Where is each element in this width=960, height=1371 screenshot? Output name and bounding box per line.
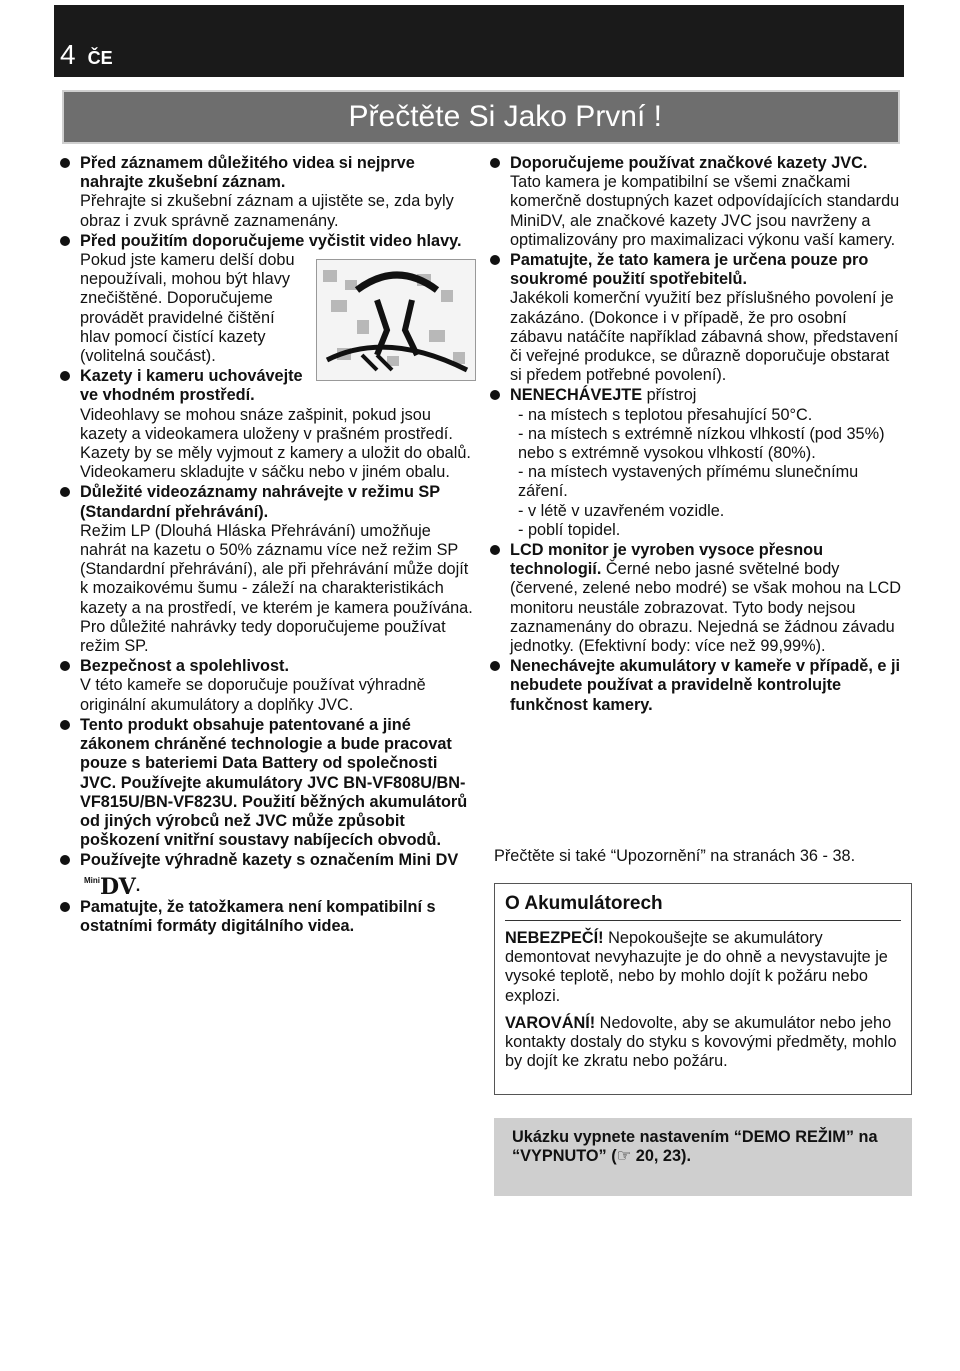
list-item — [488, 541, 902, 656]
head-cleaning-illustration — [316, 259, 476, 381]
right-column — [488, 154, 902, 716]
item-text: Černé nebo jasné světelné body (červené, zelené nebo modré) se však mohou na LCD monitoru neustále zobrazovat. Tyto body nejsou zaznamenány do obrazu. Nejedná se žádnou závadu jednotky. (Efektivní body: více než 99,99%). — [510, 560, 901, 656]
bullet-icon — [490, 158, 500, 168]
page-number-value: 4 — [60, 39, 76, 70]
item-heading: Pamatujte, že tatožkamera není kompatibilní s ostatními formáty digitálního videa. — [80, 897, 436, 935]
list-item — [58, 898, 476, 936]
item-text: V této kameře se doporučuje používat výhradně originální akumulátory a doplňky JVC. — [80, 676, 426, 714]
item-text: Jakékoli komerční využití bez příslušného povolení je zakázáno. (Dokonce i v případě, že pro osobní zábavu natáčíte například zábavná show, představení či veřejné produkce, se důrazně doporučuje obstarat si předem potřebné povolení). — [510, 289, 899, 385]
condition-line: - v létě v uzavřeném vozidle. — [518, 501, 725, 520]
bullet-icon — [60, 661, 70, 671]
item-heading — [510, 386, 902, 405]
item-heading: Kazety i kameru uchovávejte ve vhodném prostředí. — [80, 367, 303, 405]
minidv-text: Používejte výhradně kazety s označením Mini DV — [80, 851, 459, 870]
bullet-icon — [490, 390, 500, 400]
minidv-logo-mini: Mini — [84, 875, 100, 885]
minidv-logo-icon: DV — [100, 873, 136, 900]
item-text: Tato kamera je kompatibilní se všemi značkami komerčně dostupných kazet odpovídajících standardu MiniDV, ale značkové kazety JVC jsou navrženy a optimalizovány pro maximalizaci výkonu vaší kamery. — [510, 173, 900, 249]
item-heading: Před záznamem důležitého videa si nejprve nahrajte zkušební záznam. — [80, 154, 415, 192]
danger-label: NEBEZPEČÍ! — [505, 929, 604, 947]
list-item — [58, 154, 476, 231]
item-heading-bold: NENECHÁVEJTE — [510, 386, 643, 405]
see-also-note: Přečtěte si také “Upozornění” na stranách 36 - 38. — [494, 847, 856, 865]
battery-box-title: O Akumulátorech — [505, 892, 901, 921]
item-heading: Bezpečnost a spolehlivost. — [80, 657, 289, 676]
item-heading-rest: přístroj — [642, 386, 697, 405]
item-text: Režim LP (Dlouhá Hláska Přehrávání) umožňuje nahrát na kazetu o 50% záznamu více než režim SP (Standardní přehrávání), ale při přehrávání může dojít k mozaikovému šumu - záleží na charakteristikách kazety a na prostředí, ve kterém je kamera používána. Pro důležité nahrávky tedy doporučujeme používat režim SP. — [80, 521, 473, 656]
list-item — [488, 154, 902, 250]
danger-paragraph — [505, 929, 901, 1006]
left-column — [58, 154, 476, 937]
bullet-icon — [60, 902, 70, 912]
condition-line: - na místech s extrémně nízkou vlhkostí (pod 35%) nebo s extrémně vysokou vlhkostí (80%). — [518, 424, 885, 463]
item-heading: Pamatujte, že tato kamera je určena pouze pro soukromé použití spotřebitelů. — [510, 251, 869, 289]
bullet-icon — [490, 545, 500, 555]
page-title: Přečtěte Si Jako První ! — [348, 100, 662, 133]
list-item — [58, 716, 476, 850]
item-heading: Tento produkt obsahuje patentované a jiné zákonem chráněné technologie a bude pracovat pouze s bateriemi Data Battery od společnosti JVC. Používejte akumulátory JVC BN-VF808U/BN-VF815U/BN-VF823U. Použití běžných akumulátorů od jiných výrobců než JVC může způsobit poškození vnitřní soustavy nabíjecích obvodů. — [80, 715, 468, 850]
list-item — [488, 386, 902, 540]
language-code: ČE — [87, 48, 113, 68]
header-band — [54, 5, 904, 77]
item-heading — [80, 851, 476, 900]
bullet-icon — [60, 371, 70, 381]
bullet-icon — [60, 236, 70, 246]
warning-text: Nedovolte, aby se akumulátor nebo jeho kontakty dostaly do styku s kovovými předměty, mohlo by dojít ke zkratu nebo požáru. — [505, 1013, 897, 1071]
item-heading: Nenechávejte akumulátory v kameře v případě, e ji nebudete používat a pravidelně kontrolujte funkčnost kamery. — [510, 657, 901, 714]
list-item — [58, 367, 476, 482]
demo-note-pages: 20, 23). — [631, 1147, 691, 1165]
condition-line: - na místech s teplotou přesahující 50°C. — [518, 405, 813, 424]
warning-label: VAROVÁNÍ! — [505, 1013, 596, 1032]
page-number — [60, 40, 113, 73]
danger-text: Nepokoušejte se akumulátory demontovat nevyhazujte je do ohně a nevystavujte je vysoké teplotě, nebo by mohlo dojít k požáru nebo explozi. — [505, 929, 888, 1005]
item-text: Přehrajte si zkušební záznam a ujistěte se, zda byly obraz i zvuk správně zaznamenány. — [80, 192, 454, 230]
demo-note-text: Ukázku vypnete nastavením “DEMO REŽIM” na “VYPNUTO” ( — [512, 1128, 878, 1165]
pointing-hand-icon: ☞ — [616, 1147, 632, 1165]
bullet-icon — [60, 720, 70, 730]
battery-info-box — [494, 883, 912, 1095]
item-heading: Důležité videozáznamy nahrávejte v režimu SP (Standardní přehrávání). — [80, 483, 440, 521]
condition-line: - na místech vystavených přímému slunečnímu záření. — [518, 463, 859, 501]
list-item — [58, 657, 476, 715]
item-heading: Doporučujeme používat značkové kazety JVC. — [510, 154, 868, 172]
bullet-icon — [490, 661, 500, 671]
bullet-icon — [60, 487, 70, 497]
bullet-icon — [60, 158, 70, 168]
list-item — [58, 232, 476, 366]
item-text: Videohlavy se mohou snáze zašpinit, pokud jsou kazety a videokamera uloženy v prašném prostředí. Kazety by se měly vyjmout z kamery a uložit do obalů. Videokameru skladujte v sáčku nebo v jiném obalu. — [80, 405, 471, 482]
bullet-icon — [60, 855, 70, 865]
list-item — [58, 483, 476, 656]
minidv-suffix: . — [135, 876, 141, 895]
title-bar — [62, 90, 900, 144]
demo-mode-note — [494, 1118, 912, 1196]
item-heading: Před použitím doporučujeme vyčistit video hlavy. — [80, 231, 462, 250]
list-item — [58, 851, 476, 900]
bullet-icon — [490, 255, 500, 265]
condition-line: - poblí topidel. — [518, 520, 621, 539]
item-text: Pokud jste kameru delší dobu nepoužívali, mohou být hlavy znečištěné. Doporučujeme provádět pravidelné čištění hlav pomocí čistící kazety (volitelná součást). — [80, 251, 295, 366]
item-heading: LCD monitor je vyroben vysoce přesnou technologií. — [510, 541, 824, 579]
list-item — [488, 251, 902, 385]
item-body — [510, 541, 902, 656]
list-item — [488, 657, 902, 715]
warning-paragraph — [505, 1014, 901, 1072]
